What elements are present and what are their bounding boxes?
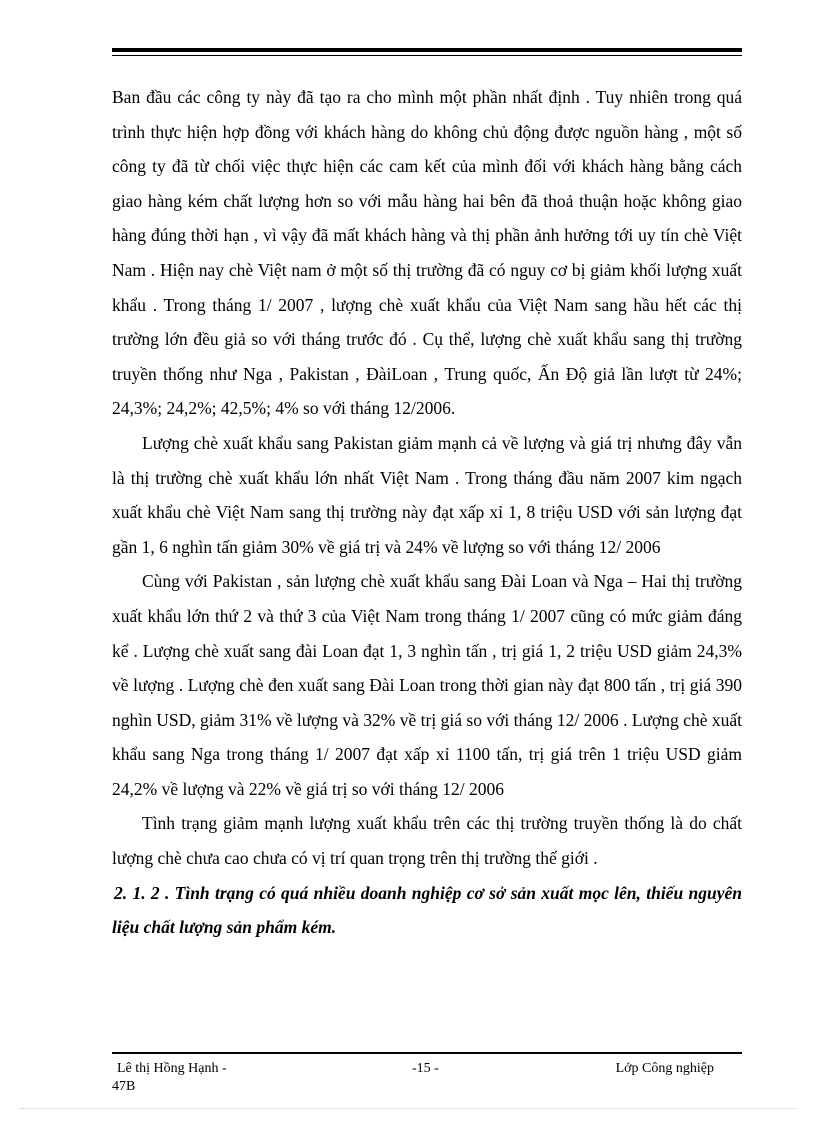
header-rule-thin xyxy=(112,55,742,56)
footer-author-name: Lê thị Hồng Hạnh - xyxy=(117,1061,227,1076)
header-rule-thick xyxy=(112,48,742,52)
footer-author xyxy=(112,1060,282,1096)
paragraph-4: Tình trạng giảm mạnh lượng xuất khẩu trên các thị trường truyền thống là do chất lượng chè chưa cao chưa có vị trí quan trọng trên thị trường thế giới . xyxy=(112,813,742,869)
footer-class-name: Lớp Công nghiệp xyxy=(615,1061,714,1076)
section-heading: 2. 1. 2 . Tình trạng có quá nhiều doanh nghiệp cơ sở sản xuất mọc lên, thiếu nguyên liệu chất lượng sản phẩm kém. xyxy=(112,882,742,938)
paragraph-1: Ban đầu các công ty này đã tạo ra cho mình một phần nhất định . Tuy nhiên trong quá trình thực hiện hợp đồng với khách hàng do không chủ động được nguồn hàng , một số công ty đã từ chối việc thực hiện các cam kết của mình đối với khách hàng bằng cách giao hàng kém chất lượng hơn so với mẫu hàng hai bên đã thoả thuận hoặc không giao hàng đúng thời hạn , vì vậy đã mất khách hàng và thị phần ảnh hưởng tới uy tín chè Việt Nam . Hiện nay chè Việt nam ở một số thị trường đã có nguy cơ bị giảm khối lượng xuất khẩu . Trong tháng 1/ 2007 , lượng chè xuất khẩu của Việt Nam sang hầu hết các thị trường lớn đều giả so với tháng trước đó . Cụ thể, lượng chè xuất khẩu sang thị trường truyền thống như Nga , Pakistan , ĐàiLoan , Trung quốc, Ấn Độ giả lần lượt từ 24%; 24,3%; 24,2%; 42,5%; 4% so với tháng 12/2006. xyxy=(112,87,742,419)
paragraph-3: Cùng với Pakistan , sản lượng chè xuất khẩu sang Đài Loan và Nga – Hai thị trường xuất khẩu lớn thứ 2 và thứ 3 của Việt Nam trong tháng 1/ 2007 cũng có mức giảm đáng kể . Lượng chè xuất sang đài Loan đạt 1, 3 nghìn tấn , trị giá 1, 2 triệu USD giảm 24,3% về lượng . Lượng chè đen xuất sang Đài Loan trong thời gian này đạt 800 tấn , trị giá 390 nghìn USD, giảm 31% về lượng và 32% về trị giá so với tháng 12/ 2006 . Lượng chè xuất khẩu sang Nga trong tháng 1/ 2007 đạt xấp xỉ 1100 tấn, trị giá trên 1 triệu USD giảm 24,2% về lượng và 22% về giá trị so với tháng 12/ 2006 xyxy=(112,571,742,799)
footer-page-number: -15 - xyxy=(412,1061,439,1076)
footer-author-class: 47B xyxy=(112,1079,136,1094)
paragraph-2: Lượng chè xuất khẩu sang Pakistan giảm mạnh cả về lượng và giá trị nhưng đây vẫn là thị trường chè xuất khẩu lớn nhất Việt Nam . Trong tháng đầu năm 2007 kim ngạch xuất khẩu chè Việt Nam sang thị trường này đạt xấp xỉ 1, 8 triệu USD với sản lượng đạt gần 1, 6 nghìn tấn giảm 30% về giá trị và 24% về lượng so với tháng 12/ 2006 xyxy=(112,432,742,557)
page-body xyxy=(112,80,742,945)
footer-rule xyxy=(112,1052,742,1054)
page-edge-divider xyxy=(20,1108,796,1109)
